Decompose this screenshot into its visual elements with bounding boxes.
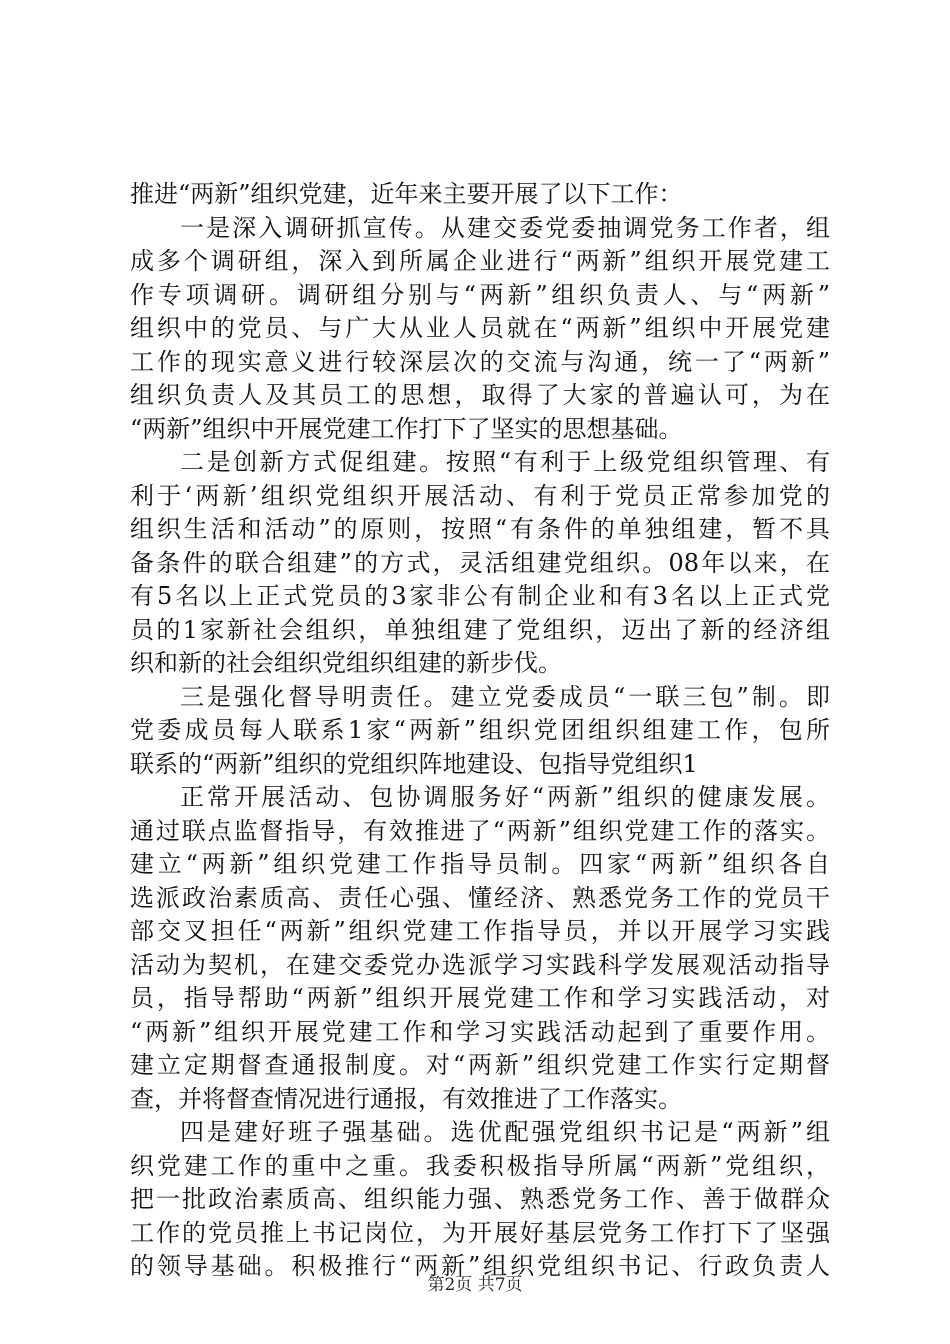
text-line: 工作的党员推上书记岗位，为开展好基层党务工作打下了坚强 <box>130 1218 830 1247</box>
text-line: 组织中的党员、与广大从业人员就在“两新”组织中开展党建 <box>130 314 830 342</box>
text-line: 员的1家新社会组织，单独组建了党组织，迈出了新的经济组 <box>130 615 830 644</box>
text-line: 工作的现实意义进行较深层次的交流与沟通，统一了“两新” <box>130 347 830 376</box>
page-footer: 第2页 共7页 <box>427 1275 523 1295</box>
text-line: 活动为契机，在建交委党办选派学习实践科学发展观活动指导 <box>130 950 830 979</box>
text-line: 作专项调研。调研组分别与“两新”组织负责人、与“两新” <box>130 280 830 309</box>
text-line: “两新”组织开展党建工作和学习实践活动起到了重要作用。 <box>130 1017 830 1046</box>
text-line: 部交叉担任“两新”组织党建工作指导员，并以开展学习实践 <box>130 917 830 945</box>
text-line: 织党建工作的重中之重。我委积极指导所属“两新”党组织， <box>130 1151 830 1180</box>
text-line: 织和新的社会组织党组织组建的新步伐。 <box>130 649 562 677</box>
text-line: 二是创新方式促组建。按照“有利于上级党组织管理、有 <box>180 448 830 476</box>
text-line: 推进“两新”组织党建，近年来主要开展了以下工作： <box>130 180 683 208</box>
text-line: 一是深入调研抓宣传。从建交委党委抽调党务工作者，组 <box>180 213 830 242</box>
document-body <box>130 178 830 1284</box>
text-line: 联系的“两新”组织的党组织阵地建设、包指导党组织1 <box>130 749 698 778</box>
text-line: 建立“两新”组织党建工作指导员制。四家“两新”组织各自 <box>130 850 830 878</box>
text-line: 查，并将督查情况进行通报，有效推进了工作落实。 <box>130 1084 682 1113</box>
text-line: 成多个调研组，深入到所属企业进行“两新”组织开展党建工 <box>130 247 830 275</box>
text-line: 党委成员每人联系1家“两新”组织党团组织组建工作，包所 <box>130 716 830 744</box>
text-line: 把一批政治素质高、组织能力强、熟悉党务工作、善于做群众 <box>130 1185 830 1213</box>
text-line: 利于‘两新’组织党组织开展活动、有利于党员正常参加党的 <box>130 481 830 510</box>
text-line: 的领导基础。积极推行“两新”组织党组织书记、行政负责人 <box>130 1252 830 1280</box>
text-line: 员，指导帮助“两新”组织开展党建工作和学习实践活动，对 <box>130 984 830 1012</box>
text-line: “两新”组织中开展党建工作打下了坚实的思想基础。 <box>130 414 683 443</box>
text-line: 选派政治素质高、责任心强、懂经济、熟悉党务工作的党员干 <box>130 883 830 912</box>
text-line: 有5名以上正式党员的3家非公有制企业和有3名以上正式党 <box>130 582 830 610</box>
text-line: 建立定期督查通报制度。对“两新”组织党建工作实行定期督 <box>130 1051 830 1079</box>
text-line: 备条件的联合组建”的方式，灵活组建党组织。08年以来，在 <box>130 548 830 577</box>
text-line: 三是强化督导明责任。建立党委成员“一联三包”制。即 <box>180 682 830 711</box>
text-line: 通过联点监督指导，有效推进了“两新”组织党建工作的落实。 <box>130 816 830 845</box>
text-line: 四是建好班子强基础。选优配强党组织书记是“两新”组 <box>180 1118 830 1146</box>
text-line: 正常开展活动、包协调服务好“两新”组织的健康发展。 <box>180 783 830 811</box>
text-line: 组织生活和活动”的原则，按照“有条件的单独组建，暂不具 <box>130 515 830 543</box>
text-line: 组织负责人及其员工的思想，取得了大家的普遍认可，为在 <box>130 381 830 409</box>
